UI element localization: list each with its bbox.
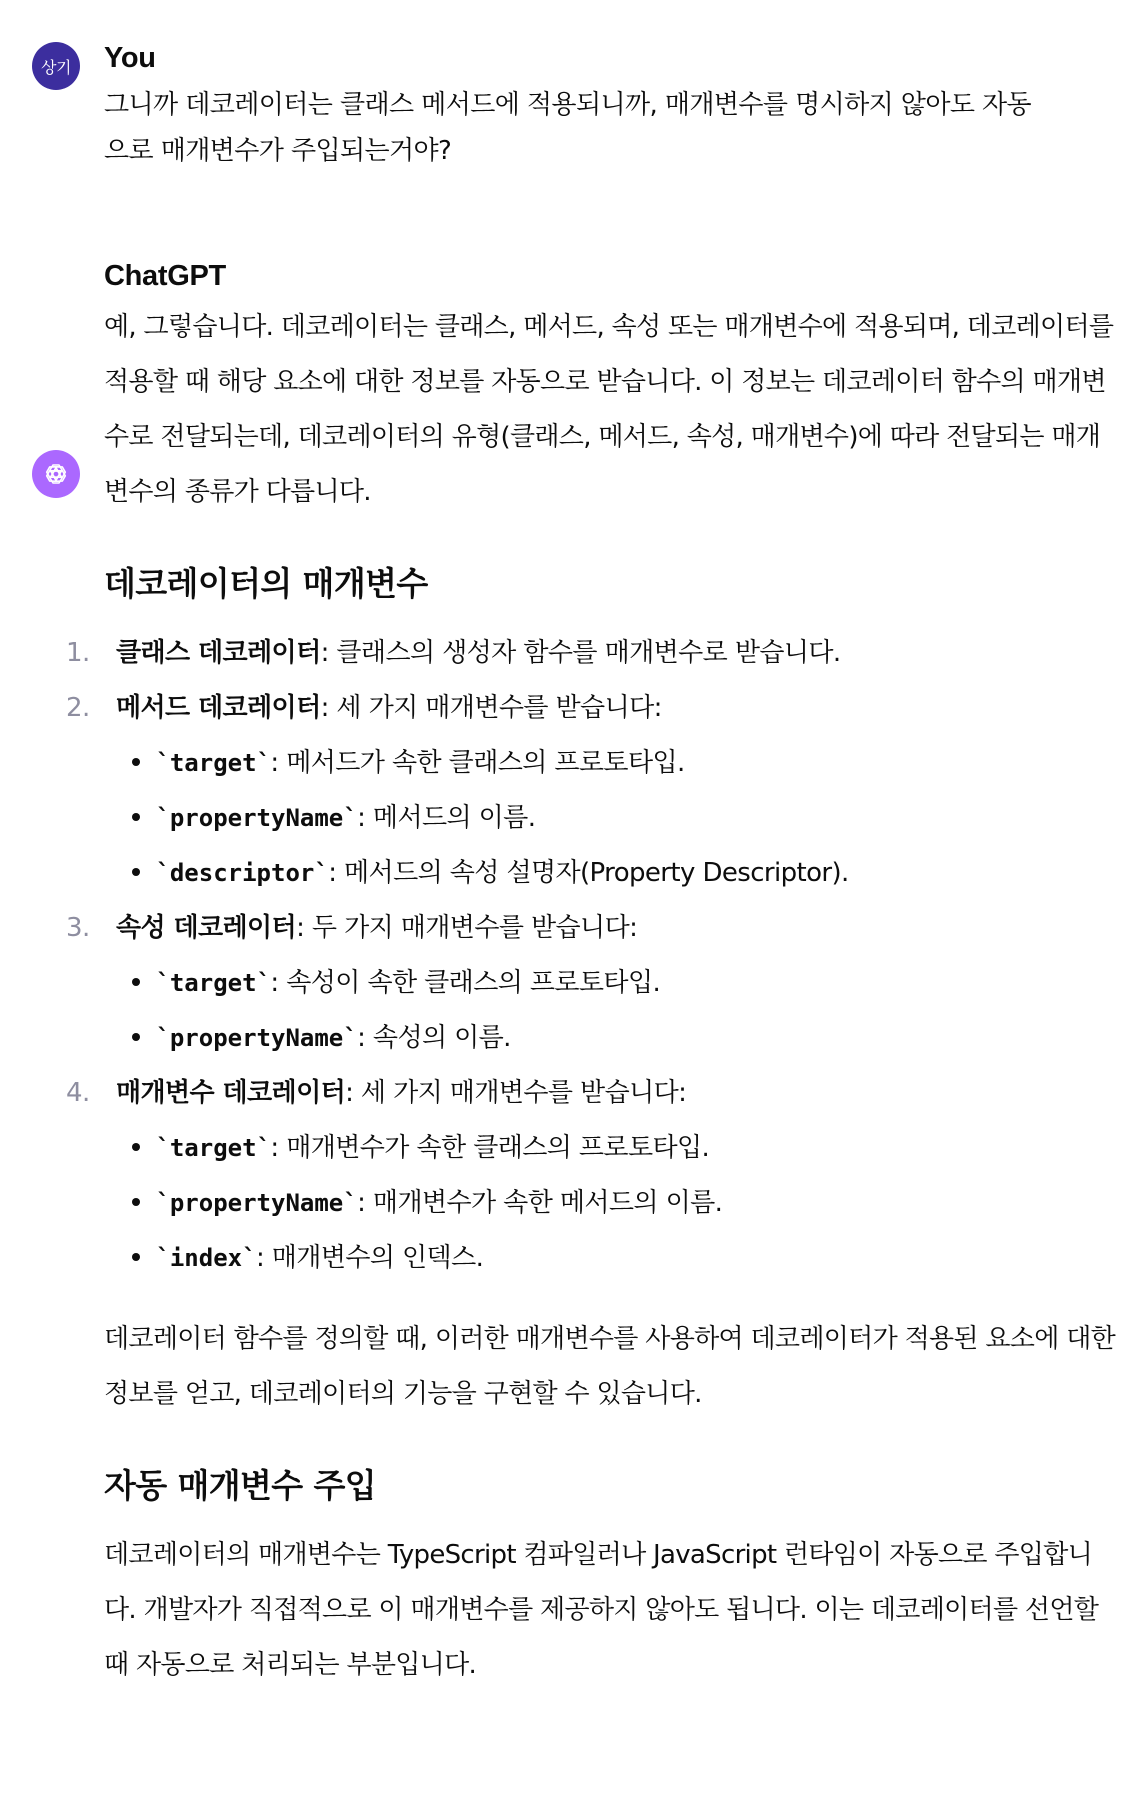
param-list: [116, 1121, 1116, 1286]
user-name: You: [104, 42, 156, 74]
inline-code: target: [169, 969, 257, 997]
param-desc: : 매개변수가 속한 메서드의 이름.: [357, 1188, 723, 1218]
list-item-desc: : 세 가지 매개변수를 받습니다:: [320, 693, 662, 723]
param-list: [116, 736, 1116, 901]
param-desc: : 속성이 속한 클래스의 프로토타입.: [270, 968, 661, 998]
param-item: `target`: 메서드가 속한 클래스의 프로토타입.: [156, 736, 1116, 791]
list-item-title: 매개변수 데코레이터: [116, 1078, 346, 1108]
list-item: [66, 681, 1116, 901]
assistant-message: [32, 174, 1116, 1693]
param-item: `propertyName`: 속성의 이름.: [156, 1011, 1116, 1066]
assistant-auto-injection-text: 데코레이터의 매개변수는 TypeScript 컴파일러나 JavaScript 런타임이 자동으로 주입합니다. 개발자가 직접적으로 이 매개변수를 제공하지 않아도 됩니다. 이는 데코레이터를 선언할 때 자동으로 처리되는 부분입니다.: [104, 1540, 1099, 1680]
list-number: 2.: [66, 693, 90, 723]
param-item: `target`: 속성이 속한 클래스의 프로토타입.: [156, 956, 1116, 1011]
list-item-desc: : 세 가지 매개변수를 받습니다:: [345, 1078, 687, 1108]
param-desc: : 속성의 이름.: [357, 1023, 511, 1053]
list-item-desc: : 클래스의 생성자 함수를 매개변수로 받습니다.: [320, 638, 841, 668]
inline-code: target: [169, 749, 257, 777]
assistant-name: ChatGPT: [104, 260, 226, 292]
list-item-title: 메서드 데코레이터: [116, 693, 321, 723]
list-number: 4.: [66, 1078, 90, 1108]
inline-code: propertyName: [169, 1024, 344, 1052]
assistant-summary: 데코레이터 함수를 정의할 때, 이러한 매개변수를 사용하여 데코레이터가 적용된 요소에 대한 정보를 얻고, 데코레이터의 기능을 구현할 수 있습니다.: [104, 1324, 1116, 1409]
param-item: `index`: 매개변수의 인덱스.: [156, 1231, 1116, 1286]
param-desc: : 메서드의 이름.: [357, 803, 536, 833]
param-list: [116, 956, 1116, 1066]
user-avatar: 상기: [32, 42, 80, 90]
param-desc: : 매개변수의 인덱스.: [255, 1243, 484, 1273]
inline-code: descriptor: [169, 859, 315, 887]
param-item: `target`: 매개변수가 속한 클래스의 프로토타입.: [156, 1121, 1116, 1176]
param-item: `propertyName`: 메서드의 이름.: [156, 791, 1116, 846]
inline-code: propertyName: [169, 1189, 344, 1217]
openai-logo-icon: [40, 458, 72, 490]
section-heading-parameters: 데코레이터의 매개변수: [104, 564, 428, 603]
decorator-type-list: [66, 626, 1116, 1286]
list-item: [66, 1066, 1116, 1286]
assistant-avatar: [32, 450, 80, 498]
list-item: [66, 626, 1116, 681]
param-desc: : 매개변수가 속한 클래스의 프로토타입.: [270, 1133, 710, 1163]
user-message: [32, 0, 1116, 174]
param-item: `propertyName`: 매개변수가 속한 메서드의 이름.: [156, 1176, 1116, 1231]
section-heading-auto-injection: 자동 매개변수 주입: [104, 1466, 377, 1505]
list-item: [66, 901, 1116, 1066]
list-number: 1.: [66, 638, 90, 668]
param-desc: : 메서드의 속성 설명자(Property Descriptor).: [328, 858, 849, 888]
inline-code: propertyName: [169, 804, 344, 832]
user-message-text: 그니까 데코레이터는 클래스 메서드에 적용되니까, 매개변수를 명시하지 않아도 자동으로 매개변수가 주입되는거야?: [104, 90, 1032, 166]
param-desc: : 메서드가 속한 클래스의 프로토타입.: [270, 748, 685, 778]
inline-code: index: [169, 1244, 243, 1272]
assistant-intro: 예, 그렇습니다. 데코레이터는 클래스, 메서드, 속성 또는 매개변수에 적용되며, 데코레이터를 적용할 때 해당 요소에 대한 정보를 자동으로 받습니다. 이 정보는 데코레이터 함수의 매개변수로 전달되는데, 데코레이터의 유형(클래스, 메서드, 속성, 매개변수)에 따라 전달되는 매개변수의 종류가 다릅니다.: [104, 312, 1114, 507]
list-item-title: 속성 데코레이터: [116, 913, 297, 943]
inline-code: target: [169, 1134, 257, 1162]
list-item-desc: : 두 가지 매개변수를 받습니다:: [296, 913, 638, 943]
param-item: `descriptor`: 메서드의 속성 설명자(Property Descriptor).: [156, 846, 1116, 901]
list-number: 3.: [66, 913, 90, 943]
list-item-title: 클래스 데코레이터: [116, 638, 321, 668]
